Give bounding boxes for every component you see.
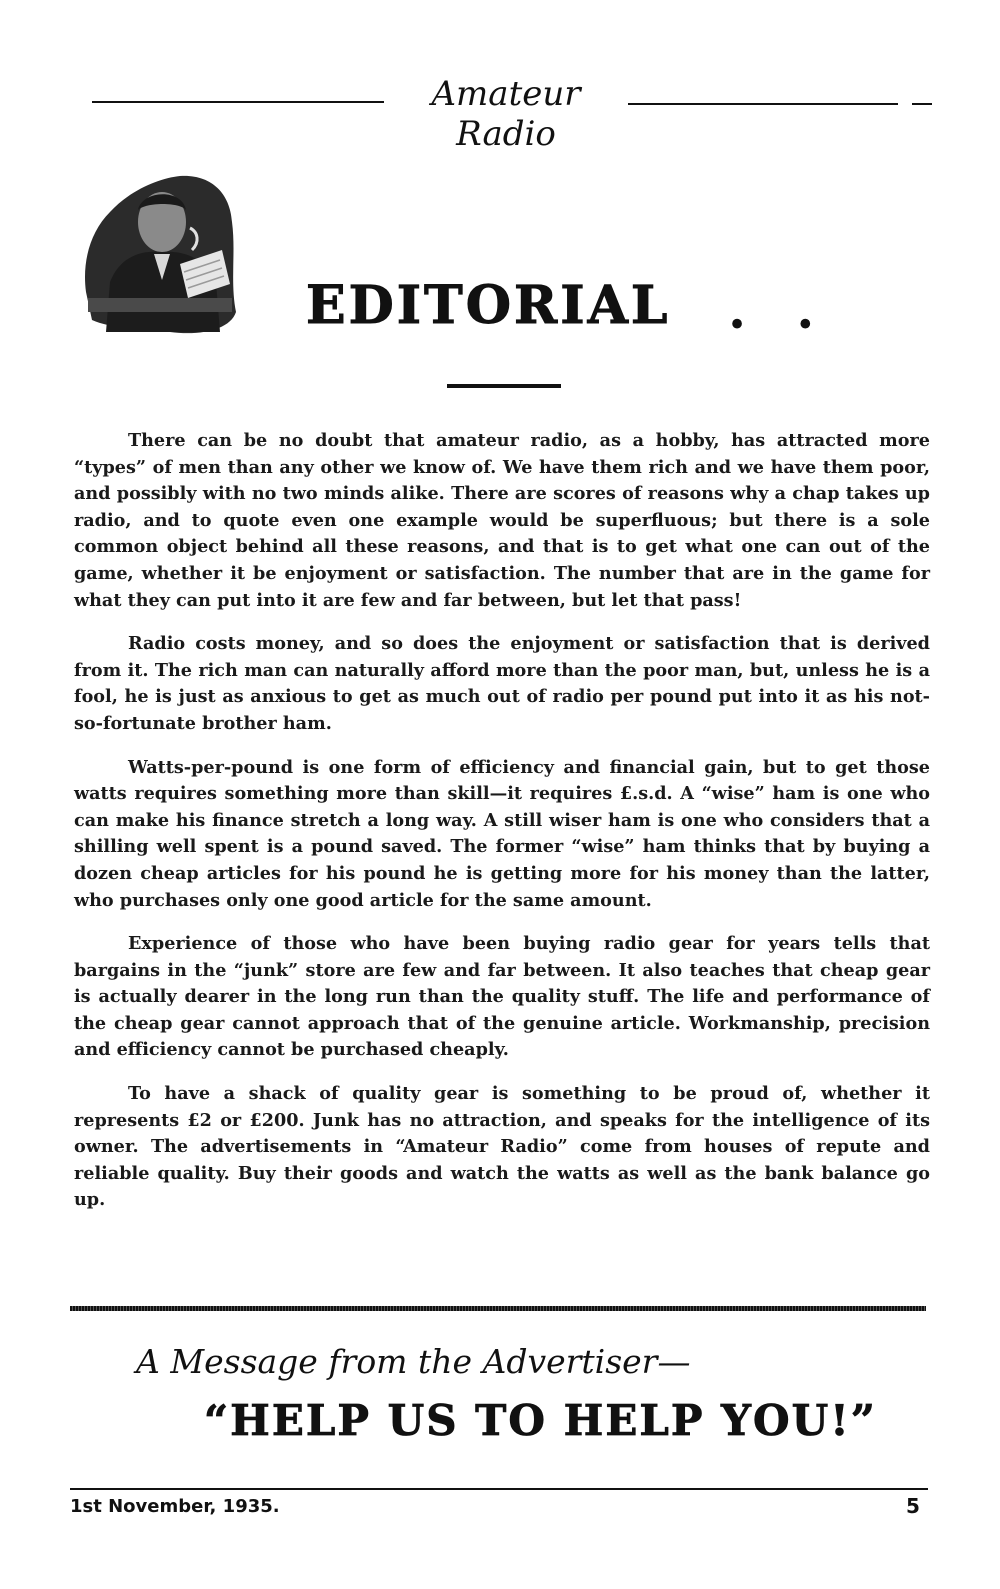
paragraph-1: There can be no doubt that amateur radio, as a hobby, has attracted more “types” of men than any other we know of. We have them rich and we have them poor, and possibly with no two minds alike. There are scores of reasons why a chap takes up radio, and to quote even one example would be superfluous; but there is a sole common object behind all these reasons, and that is to get what one can out of the game, whether it be enjoyment or satisfaction. The number that are in the game for what they can put into it are few and far between, but let that pass! bbox=[74, 430, 930, 611]
paragraph-2: Radio costs money, and so does the enjoyment or satisfaction that is derived from it. The rich man can naturally afford more than the poor man, but, unless he is a fool, he is just as anxious to get as much out of radio per pound put into it as his not-so-fortunate brother ham. bbox=[74, 633, 930, 734]
title-rule bbox=[447, 384, 561, 388]
footer-rule bbox=[70, 1488, 928, 1490]
advertiser-slogan: “HELP US TO HELP YOU!” bbox=[204, 1396, 877, 1445]
editor-portrait-icon bbox=[80, 172, 238, 337]
paragraph-3: Watts-per-pound is one form of efficiency and financial gain, but to get those watts requires something more than skill—it requires £.s.d. A “wise” ham is one who can make his finance stretch a long way. A still wiser ham is one who considers that a shilling well spent is a pound saved. The former “wise” ham thinks that by buying a dozen cheap articles for his pound he is getting more for his money than the latter, who purchases only one good article for the same amount. bbox=[74, 756, 930, 911]
footer-date: 1st November, 1935. bbox=[70, 1496, 280, 1517]
advertiser-message: A Message from the Advertiser— bbox=[136, 1342, 691, 1381]
page-number: 5 bbox=[906, 1494, 920, 1518]
masthead-rule-left bbox=[92, 101, 384, 103]
section-separator bbox=[70, 1306, 926, 1311]
masthead-title: Amateur Radio bbox=[431, 74, 581, 154]
masthead-dash bbox=[912, 103, 932, 105]
editorial-title: EDITORIAL bbox=[306, 275, 671, 336]
paragraph-4: Experience of those who have been buying radio gear for years tells that bargains in the “junk” store are few and far between. It also teaches that cheap gear is actually dearer in the long run than the quality stuff. The life and performance of the cheap gear cannot approach that of the genuine article. Workmanship, precision and efficiency cannot be purchased cheaply. bbox=[74, 933, 930, 1061]
masthead-rule-right bbox=[628, 103, 898, 105]
paragraph-5: To have a shack of quality gear is something to be proud of, whether it represents £2 or £200. Junk has no attraction, and speaks for the intelligence of its owner. The advertisements in “Amateur Radio” come from houses of repute and reliable quality. Buy their goods and watch the watts as well as the bank balance go up. bbox=[74, 1083, 930, 1211]
editorial-dots: . . bbox=[728, 280, 831, 341]
editorial-body bbox=[74, 428, 930, 1231]
